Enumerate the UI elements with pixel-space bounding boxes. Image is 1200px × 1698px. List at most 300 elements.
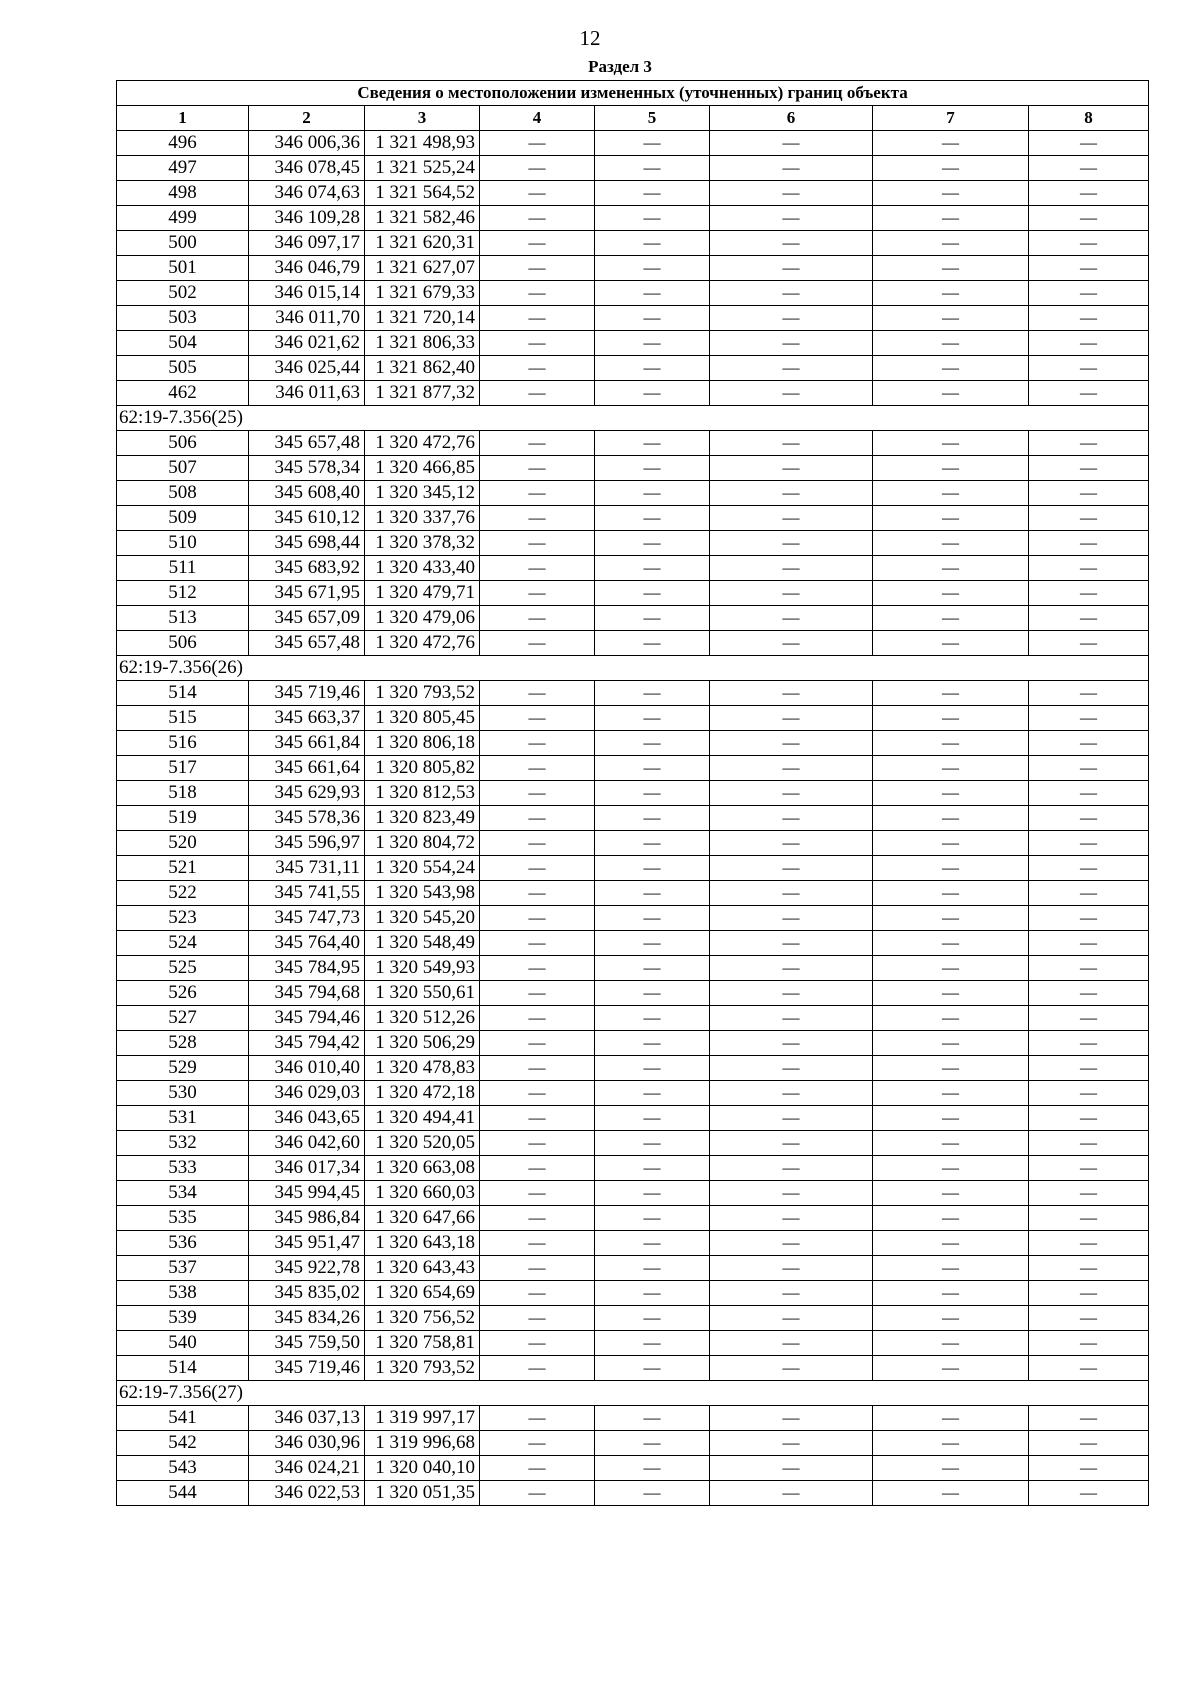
empty-value-cell: — — [595, 581, 710, 606]
empty-value-cell: — — [710, 1106, 873, 1131]
point-number-cell: 514 — [117, 1356, 249, 1381]
empty-value-cell: — — [595, 1181, 710, 1206]
empty-value-cell: — — [480, 1206, 595, 1231]
empty-value-cell: — — [710, 1331, 873, 1356]
table-row — [117, 981, 1149, 1006]
table-row — [117, 581, 1149, 606]
empty-value-cell: — — [480, 981, 595, 1006]
empty-value-cell: — — [873, 756, 1029, 781]
point-number-cell: 512 — [117, 581, 249, 606]
empty-value-cell: — — [480, 456, 595, 481]
table-row — [117, 731, 1149, 756]
empty-value-cell: — — [480, 1156, 595, 1181]
table-row — [117, 706, 1149, 731]
empty-value-cell: — — [480, 881, 595, 906]
empty-value-cell: — — [595, 806, 710, 831]
y-coordinate-cell: 1 320 654,69 — [365, 1281, 480, 1306]
empty-value-cell: — — [1029, 1156, 1149, 1181]
empty-value-cell: — — [873, 356, 1029, 381]
empty-value-cell: — — [480, 431, 595, 456]
empty-value-cell: — — [595, 206, 710, 231]
empty-value-cell: — — [710, 831, 873, 856]
y-coordinate-cell: 1 320 550,61 — [365, 981, 480, 1006]
empty-value-cell: — — [595, 1081, 710, 1106]
empty-value-cell: — — [1029, 356, 1149, 381]
empty-value-cell: — — [595, 456, 710, 481]
empty-value-cell: — — [480, 1331, 595, 1356]
empty-value-cell: — — [873, 1331, 1029, 1356]
empty-value-cell: — — [873, 181, 1029, 206]
empty-value-cell: — — [1029, 881, 1149, 906]
empty-value-cell: — — [480, 1031, 595, 1056]
table-row — [117, 181, 1149, 206]
empty-value-cell: — — [480, 556, 595, 581]
empty-value-cell: — — [1029, 1406, 1149, 1431]
empty-value-cell: — — [873, 1306, 1029, 1331]
empty-value-cell: — — [480, 181, 595, 206]
table-row — [117, 556, 1149, 581]
empty-value-cell: — — [710, 1481, 873, 1506]
empty-value-cell: — — [595, 606, 710, 631]
empty-value-cell: — — [595, 631, 710, 656]
empty-value-cell: — — [710, 1156, 873, 1181]
table-row — [117, 356, 1149, 381]
point-number-cell: 522 — [117, 881, 249, 906]
empty-value-cell: — — [595, 756, 710, 781]
table-row — [117, 1156, 1149, 1181]
x-coordinate-cell: 345 794,68 — [249, 981, 365, 1006]
empty-value-cell: — — [873, 1281, 1029, 1306]
empty-value-cell: — — [1029, 681, 1149, 706]
y-coordinate-cell: 1 321 627,07 — [365, 256, 480, 281]
x-coordinate-cell: 346 011,70 — [249, 306, 365, 331]
empty-value-cell: — — [710, 531, 873, 556]
empty-value-cell: — — [595, 731, 710, 756]
empty-value-cell: — — [873, 1106, 1029, 1131]
empty-value-cell: — — [710, 1306, 873, 1331]
y-coordinate-cell: 1 320 806,18 — [365, 731, 480, 756]
empty-value-cell: — — [595, 706, 710, 731]
empty-value-cell: — — [710, 1056, 873, 1081]
table-row — [117, 1331, 1149, 1356]
empty-value-cell: — — [480, 1056, 595, 1081]
empty-value-cell: — — [1029, 956, 1149, 981]
empty-value-cell: — — [710, 1131, 873, 1156]
empty-value-cell: — — [1029, 1206, 1149, 1231]
x-coordinate-cell: 345 629,93 — [249, 781, 365, 806]
point-number-cell: 503 — [117, 306, 249, 331]
empty-value-cell: — — [480, 131, 595, 156]
empty-value-cell: — — [873, 1181, 1029, 1206]
y-coordinate-cell: 1 320 472,18 — [365, 1081, 480, 1106]
empty-value-cell: — — [873, 1256, 1029, 1281]
empty-value-cell: — — [480, 681, 595, 706]
table-row — [117, 456, 1149, 481]
empty-value-cell: — — [480, 581, 595, 606]
empty-value-cell: — — [710, 806, 873, 831]
empty-value-cell: — — [710, 506, 873, 531]
column-header: 1 — [117, 106, 249, 131]
empty-value-cell: — — [595, 1131, 710, 1156]
empty-value-cell: — — [710, 1031, 873, 1056]
table-row — [117, 606, 1149, 631]
empty-value-cell: — — [873, 506, 1029, 531]
x-coordinate-cell: 346 010,40 — [249, 1056, 365, 1081]
table-row — [117, 1206, 1149, 1231]
empty-value-cell: — — [480, 1181, 595, 1206]
empty-value-cell: — — [710, 581, 873, 606]
empty-value-cell: — — [873, 131, 1029, 156]
empty-value-cell: — — [873, 1031, 1029, 1056]
empty-value-cell: — — [873, 906, 1029, 931]
empty-value-cell: — — [595, 856, 710, 881]
empty-value-cell: — — [873, 1131, 1029, 1156]
empty-value-cell: — — [1029, 456, 1149, 481]
empty-value-cell: — — [710, 306, 873, 331]
y-coordinate-cell: 1 321 525,24 — [365, 156, 480, 181]
y-coordinate-cell: 1 320 549,93 — [365, 956, 480, 981]
empty-value-cell: — — [480, 631, 595, 656]
x-coordinate-cell: 345 794,42 — [249, 1031, 365, 1056]
empty-value-cell: — — [710, 456, 873, 481]
empty-value-cell: — — [1029, 981, 1149, 1006]
empty-value-cell: — — [873, 1206, 1029, 1231]
point-number-cell: 523 — [117, 906, 249, 931]
column-header: 5 — [595, 106, 710, 131]
x-coordinate-cell: 345 994,45 — [249, 1181, 365, 1206]
y-coordinate-cell: 1 320 643,43 — [365, 1256, 480, 1281]
empty-value-cell: — — [480, 1306, 595, 1331]
empty-value-cell: — — [710, 981, 873, 1006]
y-coordinate-cell: 1 320 478,83 — [365, 1056, 480, 1081]
table-row — [117, 481, 1149, 506]
empty-value-cell: — — [1029, 281, 1149, 306]
y-coordinate-cell: 1 320 812,53 — [365, 781, 480, 806]
y-coordinate-cell: 1 320 663,08 — [365, 1156, 480, 1181]
empty-value-cell: — — [480, 1356, 595, 1381]
y-coordinate-cell: 1 320 548,49 — [365, 931, 480, 956]
table-row — [117, 1256, 1149, 1281]
empty-value-cell: — — [1029, 156, 1149, 181]
y-coordinate-cell: 1 320 823,49 — [365, 806, 480, 831]
empty-value-cell: — — [873, 881, 1029, 906]
y-coordinate-cell: 1 321 877,32 — [365, 381, 480, 406]
x-coordinate-cell: 345 719,46 — [249, 681, 365, 706]
empty-value-cell: — — [873, 1356, 1029, 1381]
y-coordinate-cell: 1 321 582,46 — [365, 206, 480, 231]
x-coordinate-cell: 346 022,53 — [249, 1481, 365, 1506]
empty-value-cell: — — [710, 706, 873, 731]
x-coordinate-cell: 345 834,26 — [249, 1306, 365, 1331]
point-number-cell: 502 — [117, 281, 249, 306]
point-number-cell: 543 — [117, 1456, 249, 1481]
point-number-cell: 535 — [117, 1206, 249, 1231]
empty-value-cell: — — [1029, 1056, 1149, 1081]
x-coordinate-cell: 345 661,64 — [249, 756, 365, 781]
point-number-cell: 499 — [117, 206, 249, 231]
empty-value-cell: — — [710, 1406, 873, 1431]
y-coordinate-cell: 1 321 564,52 — [365, 181, 480, 206]
empty-value-cell: — — [595, 556, 710, 581]
empty-value-cell: — — [1029, 1031, 1149, 1056]
point-number-cell: 525 — [117, 956, 249, 981]
empty-value-cell: — — [595, 1031, 710, 1056]
column-header: 8 — [1029, 106, 1149, 131]
empty-value-cell: — — [595, 156, 710, 181]
empty-value-cell: — — [480, 506, 595, 531]
table-row — [117, 231, 1149, 256]
empty-value-cell: — — [1029, 706, 1149, 731]
point-number-cell: 528 — [117, 1031, 249, 1056]
empty-value-cell: — — [595, 1431, 710, 1456]
table-row — [117, 1006, 1149, 1031]
empty-value-cell: — — [480, 281, 595, 306]
table-row — [117, 1106, 1149, 1131]
empty-value-cell: — — [480, 381, 595, 406]
empty-value-cell: — — [1029, 256, 1149, 281]
empty-value-cell: — — [1029, 906, 1149, 931]
empty-value-cell: — — [480, 1281, 595, 1306]
empty-value-cell: — — [480, 806, 595, 831]
empty-value-cell: — — [873, 606, 1029, 631]
x-coordinate-cell: 345 759,50 — [249, 1331, 365, 1356]
x-coordinate-cell: 345 657,48 — [249, 631, 365, 656]
point-number-cell: 508 — [117, 481, 249, 506]
empty-value-cell: — — [710, 1256, 873, 1281]
x-coordinate-cell: 346 021,62 — [249, 331, 365, 356]
empty-value-cell: — — [595, 1206, 710, 1231]
y-coordinate-cell: 1 320 506,29 — [365, 1031, 480, 1056]
point-number-cell: 501 — [117, 256, 249, 281]
y-coordinate-cell: 1 321 806,33 — [365, 331, 480, 356]
empty-value-cell: — — [873, 806, 1029, 831]
y-coordinate-cell: 1 320 543,98 — [365, 881, 480, 906]
empty-value-cell: — — [480, 356, 595, 381]
empty-value-cell: — — [873, 981, 1029, 1006]
point-number-cell: 504 — [117, 331, 249, 356]
x-coordinate-cell: 345 698,44 — [249, 531, 365, 556]
empty-value-cell: — — [1029, 1431, 1149, 1456]
table-row — [117, 1056, 1149, 1081]
table-row — [117, 1181, 1149, 1206]
point-number-cell: 529 — [117, 1056, 249, 1081]
y-coordinate-cell: 1 321 679,33 — [365, 281, 480, 306]
x-coordinate-cell: 345 671,95 — [249, 581, 365, 606]
empty-value-cell: — — [595, 381, 710, 406]
y-coordinate-cell: 1 321 498,93 — [365, 131, 480, 156]
table-row — [117, 856, 1149, 881]
x-coordinate-cell: 345 661,84 — [249, 731, 365, 756]
empty-value-cell: — — [1029, 531, 1149, 556]
empty-value-cell: — — [595, 881, 710, 906]
table-row — [117, 1231, 1149, 1256]
empty-value-cell: — — [480, 1131, 595, 1156]
empty-value-cell: — — [710, 206, 873, 231]
empty-value-cell: — — [710, 756, 873, 781]
empty-value-cell: — — [595, 1481, 710, 1506]
point-number-cell: 515 — [117, 706, 249, 731]
empty-value-cell: — — [710, 256, 873, 281]
empty-value-cell: — — [595, 131, 710, 156]
empty-value-cell: — — [1029, 231, 1149, 256]
point-number-cell: 507 — [117, 456, 249, 481]
table-row — [117, 1456, 1149, 1481]
empty-value-cell: — — [873, 306, 1029, 331]
table-row — [117, 131, 1149, 156]
empty-value-cell: — — [873, 631, 1029, 656]
y-coordinate-cell: 1 320 545,20 — [365, 906, 480, 931]
y-coordinate-cell: 1 320 040,10 — [365, 1456, 480, 1481]
empty-value-cell: — — [873, 1156, 1029, 1181]
empty-value-cell: — — [873, 1481, 1029, 1506]
empty-value-cell: — — [710, 606, 873, 631]
empty-value-cell: — — [710, 1206, 873, 1231]
x-coordinate-cell: 345 719,46 — [249, 1356, 365, 1381]
empty-value-cell: — — [873, 431, 1029, 456]
table-row — [117, 506, 1149, 531]
table-row — [117, 1081, 1149, 1106]
x-coordinate-cell: 345 578,36 — [249, 806, 365, 831]
empty-value-cell: — — [873, 231, 1029, 256]
table-row — [117, 1031, 1149, 1056]
table-row — [117, 1131, 1149, 1156]
x-coordinate-cell: 345 683,92 — [249, 556, 365, 581]
empty-value-cell: — — [1029, 1006, 1149, 1031]
empty-value-cell: — — [710, 331, 873, 356]
empty-value-cell: — — [873, 1231, 1029, 1256]
empty-value-cell: — — [1029, 1181, 1149, 1206]
table-row — [117, 1431, 1149, 1456]
x-coordinate-cell: 345 610,12 — [249, 506, 365, 531]
empty-value-cell: — — [1029, 481, 1149, 506]
group-label: 62:19-7.356(26) — [117, 656, 1149, 681]
empty-value-cell: — — [710, 906, 873, 931]
table-row — [117, 331, 1149, 356]
empty-value-cell: — — [873, 956, 1029, 981]
empty-value-cell: — — [595, 1281, 710, 1306]
point-number-cell: 526 — [117, 981, 249, 1006]
table-caption-row — [117, 81, 1149, 106]
empty-value-cell: — — [595, 931, 710, 956]
empty-value-cell: — — [480, 706, 595, 731]
y-coordinate-cell: 1 320 805,45 — [365, 706, 480, 731]
y-coordinate-cell: 1 320 494,41 — [365, 1106, 480, 1131]
x-coordinate-cell: 346 006,36 — [249, 131, 365, 156]
y-coordinate-cell: 1 320 466,85 — [365, 456, 480, 481]
table-row — [117, 156, 1149, 181]
point-number-cell: 532 — [117, 1131, 249, 1156]
x-coordinate-cell: 345 663,37 — [249, 706, 365, 731]
x-coordinate-cell: 345 657,48 — [249, 431, 365, 456]
empty-value-cell: — — [710, 431, 873, 456]
empty-value-cell: — — [480, 1231, 595, 1256]
empty-value-cell: — — [1029, 1081, 1149, 1106]
point-number-cell: 505 — [117, 356, 249, 381]
point-number-cell: 496 — [117, 131, 249, 156]
x-coordinate-cell: 345 608,40 — [249, 481, 365, 506]
empty-value-cell: — — [1029, 1231, 1149, 1256]
empty-value-cell: — — [595, 831, 710, 856]
y-coordinate-cell: 1 320 756,52 — [365, 1306, 480, 1331]
empty-value-cell: — — [873, 781, 1029, 806]
x-coordinate-cell: 345 578,34 — [249, 456, 365, 481]
y-coordinate-cell: 1 320 512,26 — [365, 1006, 480, 1031]
section-title: Раздел 3 — [588, 57, 652, 76]
y-coordinate-cell: 1 319 997,17 — [365, 1406, 480, 1431]
y-coordinate-cell: 1 320 647,66 — [365, 1206, 480, 1231]
empty-value-cell: — — [873, 581, 1029, 606]
empty-value-cell: — — [1029, 1356, 1149, 1381]
table-row — [117, 1306, 1149, 1331]
x-coordinate-cell: 346 037,13 — [249, 1406, 365, 1431]
empty-value-cell: — — [595, 781, 710, 806]
empty-value-cell: — — [873, 1081, 1029, 1106]
empty-value-cell: — — [710, 1231, 873, 1256]
point-number-cell: 498 — [117, 181, 249, 206]
table-row — [117, 381, 1149, 406]
empty-value-cell: — — [1029, 856, 1149, 881]
empty-value-cell: — — [1029, 431, 1149, 456]
empty-value-cell: — — [710, 231, 873, 256]
empty-value-cell: — — [1029, 131, 1149, 156]
column-header: 3 — [365, 106, 480, 131]
y-coordinate-cell: 1 321 720,14 — [365, 306, 480, 331]
empty-value-cell: — — [595, 1006, 710, 1031]
empty-value-cell: — — [480, 331, 595, 356]
empty-value-cell: — — [480, 1431, 595, 1456]
empty-value-cell: — — [710, 556, 873, 581]
empty-value-cell: — — [1029, 181, 1149, 206]
empty-value-cell: — — [595, 1306, 710, 1331]
point-number-cell: 506 — [117, 431, 249, 456]
y-coordinate-cell: 1 320 554,24 — [365, 856, 480, 881]
table-row — [117, 1356, 1149, 1381]
point-number-cell: 509 — [117, 506, 249, 531]
y-coordinate-cell: 1 320 660,03 — [365, 1181, 480, 1206]
table-row — [117, 1481, 1149, 1506]
column-header: 7 — [873, 106, 1029, 131]
empty-value-cell: — — [480, 756, 595, 781]
table-row — [117, 531, 1149, 556]
empty-value-cell: — — [710, 781, 873, 806]
x-coordinate-cell: 346 017,34 — [249, 1156, 365, 1181]
y-coordinate-cell: 1 320 479,06 — [365, 606, 480, 631]
y-coordinate-cell: 1 320 520,05 — [365, 1131, 480, 1156]
column-header: 4 — [480, 106, 595, 131]
empty-value-cell: — — [1029, 631, 1149, 656]
x-coordinate-cell: 346 015,14 — [249, 281, 365, 306]
empty-value-cell: — — [595, 1356, 710, 1381]
empty-value-cell: — — [873, 706, 1029, 731]
group-label: 62:19-7.356(25) — [117, 406, 1149, 431]
empty-value-cell: — — [480, 1456, 595, 1481]
empty-value-cell: — — [595, 906, 710, 931]
empty-value-cell: — — [480, 156, 595, 181]
page-number: 12 — [579, 26, 601, 50]
empty-value-cell: — — [873, 206, 1029, 231]
point-number-cell: 520 — [117, 831, 249, 856]
y-coordinate-cell: 1 320 345,12 — [365, 481, 480, 506]
y-coordinate-cell: 1 320 051,35 — [365, 1481, 480, 1506]
table-row — [117, 806, 1149, 831]
x-coordinate-cell: 345 731,11 — [249, 856, 365, 881]
point-number-cell: 542 — [117, 1431, 249, 1456]
empty-value-cell: — — [710, 1356, 873, 1381]
empty-value-cell: — — [873, 1406, 1029, 1431]
empty-value-cell: — — [710, 681, 873, 706]
empty-value-cell: — — [1029, 331, 1149, 356]
empty-value-cell: — — [873, 856, 1029, 881]
